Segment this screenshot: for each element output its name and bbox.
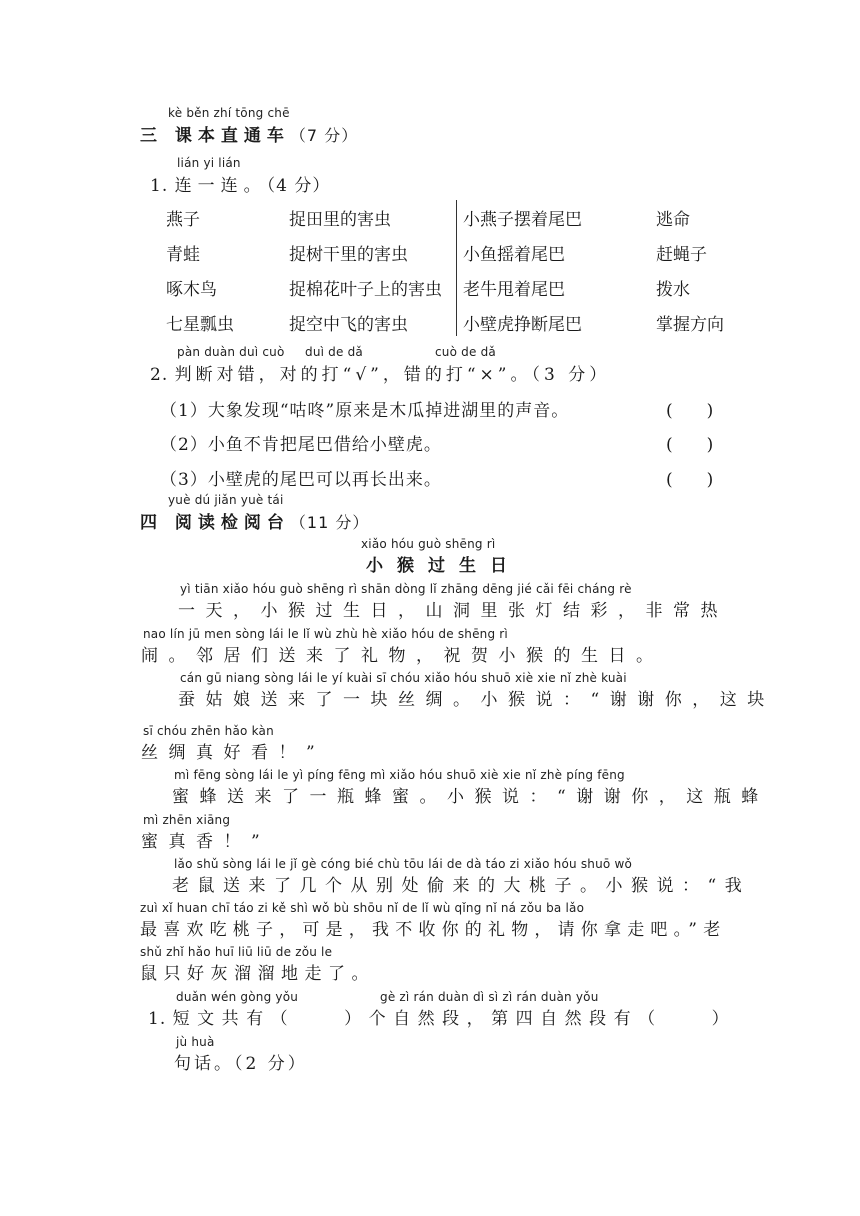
story-line-pinyin: yì tiān xiǎo hóu guò shēng rì shān dòng lǐ zhāng dēng jié cǎi fēi cháng rè [180, 582, 632, 596]
q2-pinyin-a: pàn duàn duì cuò [177, 345, 285, 359]
story-line-text: 蜜真香！” [141, 832, 271, 852]
q2-item-text: （3）小壁虎的尾巴可以再长出来。 [160, 470, 442, 490]
q1-col3-item: 老牛甩着尾巴 [463, 280, 565, 300]
q1-col1-item: 青蛙 [166, 245, 200, 265]
q2-text: 判断对错，对的打“√”，错的打“×”。（3 分） [174, 365, 611, 385]
section3-title: 课本直通车 [174, 126, 290, 146]
section4-title: 阅读检阅台 [174, 513, 290, 533]
q2-item-text: （1）大象发现“咕咚”原来是木瓜掉进湖里的声音。 [160, 401, 570, 421]
q1-col4-item: 逃命 [656, 210, 690, 230]
story-line-pinyin: nao lín jū men sòng lái le lǐ wù zhù hè xiǎo hóu de shēng rì [143, 627, 508, 641]
story-line-text: 最喜欢吃桃子，可是，我不收你的礼物，请你拿走吧。”老 [140, 920, 727, 940]
story-line-pinyin: mì fēng sòng lái le yì píng fēng mì xiǎo hóu shuō xiè xie nǐ zhè píng fēng [174, 768, 625, 782]
q1-col2-item: 捉树干里的害虫 [289, 245, 408, 265]
q1-col3-item: 小鱼摇着尾巴 [463, 245, 565, 265]
story-line-text: 鼠只好灰溜溜地走了。 [140, 964, 375, 984]
q2-answer-blank[interactable]: ( ) [666, 470, 714, 490]
q4-1-text-a: 短文共有（ ）个自然段，第四自然段有（ ） [172, 1009, 737, 1029]
q2-pinyin-b: duì de dǎ [305, 345, 363, 359]
q4-1-text-b: 句话。（2 分） [174, 1054, 308, 1074]
q1-col2-item: 捉空中飞的害虫 [289, 315, 408, 335]
q1-score: （4 分） [266, 176, 331, 196]
q4-1-pinyin-c: jù huà [176, 1035, 215, 1049]
section3-score: （7 分） [289, 126, 359, 145]
q1-pinyin: lián yi lián [177, 156, 241, 170]
section4-number: 四 [140, 513, 163, 533]
q1-col1-item: 燕子 [166, 210, 200, 230]
q1-number: 1. [150, 176, 169, 196]
q1-text: 连一连。 [174, 176, 267, 196]
story-line-text: 丝绸真好看！” [141, 743, 326, 763]
section3-pinyin: kè běn zhí tōng chē [168, 106, 290, 120]
q1-col4-item: 赶蝇子 [656, 245, 707, 265]
story-line-pinyin: sī chóu zhēn hǎo kàn [143, 724, 274, 738]
story-title-pinyin: xiǎo hóu guò shēng rì [361, 537, 496, 551]
q2-number: 2. [150, 365, 169, 385]
q4-1-number: 1. [148, 1009, 167, 1029]
story-line-text: 闹。邻居们送来了礼物，祝贺小猴的生日。 [141, 646, 664, 666]
section4-pinyin: yuè dú jiǎn yuè tái [168, 493, 284, 507]
q2-heading [150, 360, 610, 385]
q1-col1-item: 啄木鸟 [166, 280, 217, 300]
q1-heading [150, 171, 330, 196]
q1-col3-item: 小壁虎挣断尾巴 [463, 315, 582, 335]
story-line-text: 一天，小猴过生日，山洞里张灯结彩，非常热 [178, 601, 728, 621]
q4-1-line [148, 1004, 736, 1029]
story-line-text: 蚕姑娘送来了一块丝绸。小猴说：“谢谢你，这块 [178, 690, 775, 710]
q1-col2-item: 捉棉花叶子上的害虫 [289, 280, 442, 300]
q2-pinyin-c: cuò de dǎ [435, 345, 496, 359]
section4-heading [140, 508, 369, 533]
q1-col1-item: 七星瓢虫 [166, 315, 234, 335]
q1-col4-item: 拨水 [656, 280, 690, 300]
story-title: 小猴过生日 [366, 556, 521, 576]
section4-score: （11 分） [289, 513, 370, 532]
story-line-pinyin: cán gū niang sòng lái le yí kuài sī chóu xiǎo hóu shuō xiè xie nǐ zhè kuài [180, 671, 627, 685]
section3-heading [140, 121, 358, 146]
story-line-pinyin: shǔ zhǐ hǎo huī liū liū de zǒu le [140, 945, 333, 959]
matching-divider [456, 200, 457, 336]
section3-number: 三 [140, 126, 163, 146]
q2-answer-blank[interactable]: ( ) [666, 401, 714, 421]
q4-1-pinyin-b: gè zì rán duàn dì sì zì rán duàn yǒu [380, 990, 599, 1004]
story-line-pinyin: mì zhēn xiāng [143, 813, 231, 827]
story-line-text: 老鼠送来了几个从别处偷来的大桃子。小猴说：“我 [172, 876, 751, 896]
q4-1-pinyin-a: duǎn wén gòng yǒu [176, 990, 299, 1004]
q1-col3-item: 小燕子摆着尾巴 [463, 210, 582, 230]
q1-col4-item: 掌握方向 [656, 315, 724, 335]
q2-answer-blank[interactable]: ( ) [666, 435, 714, 455]
q2-item-text: （2）小鱼不肯把尾巴借给小壁虎。 [160, 435, 442, 455]
story-line-text: 蜜蜂送来了一瓶蜂蜜。小猴说：“谢谢你，这瓶蜂 [172, 787, 769, 807]
story-line-pinyin: lǎo shǔ sòng lái le jǐ gè cóng bié chù tōu lái de dà táo zi xiǎo hóu shuō wǒ [174, 857, 633, 871]
story-line-pinyin: zuì xǐ huan chī táo zi kě shì wǒ bù shōu nǐ de lǐ wù qǐng nǐ ná zǒu ba lǎo [140, 901, 585, 915]
q1-col2-item: 捉田里的害虫 [289, 210, 391, 230]
